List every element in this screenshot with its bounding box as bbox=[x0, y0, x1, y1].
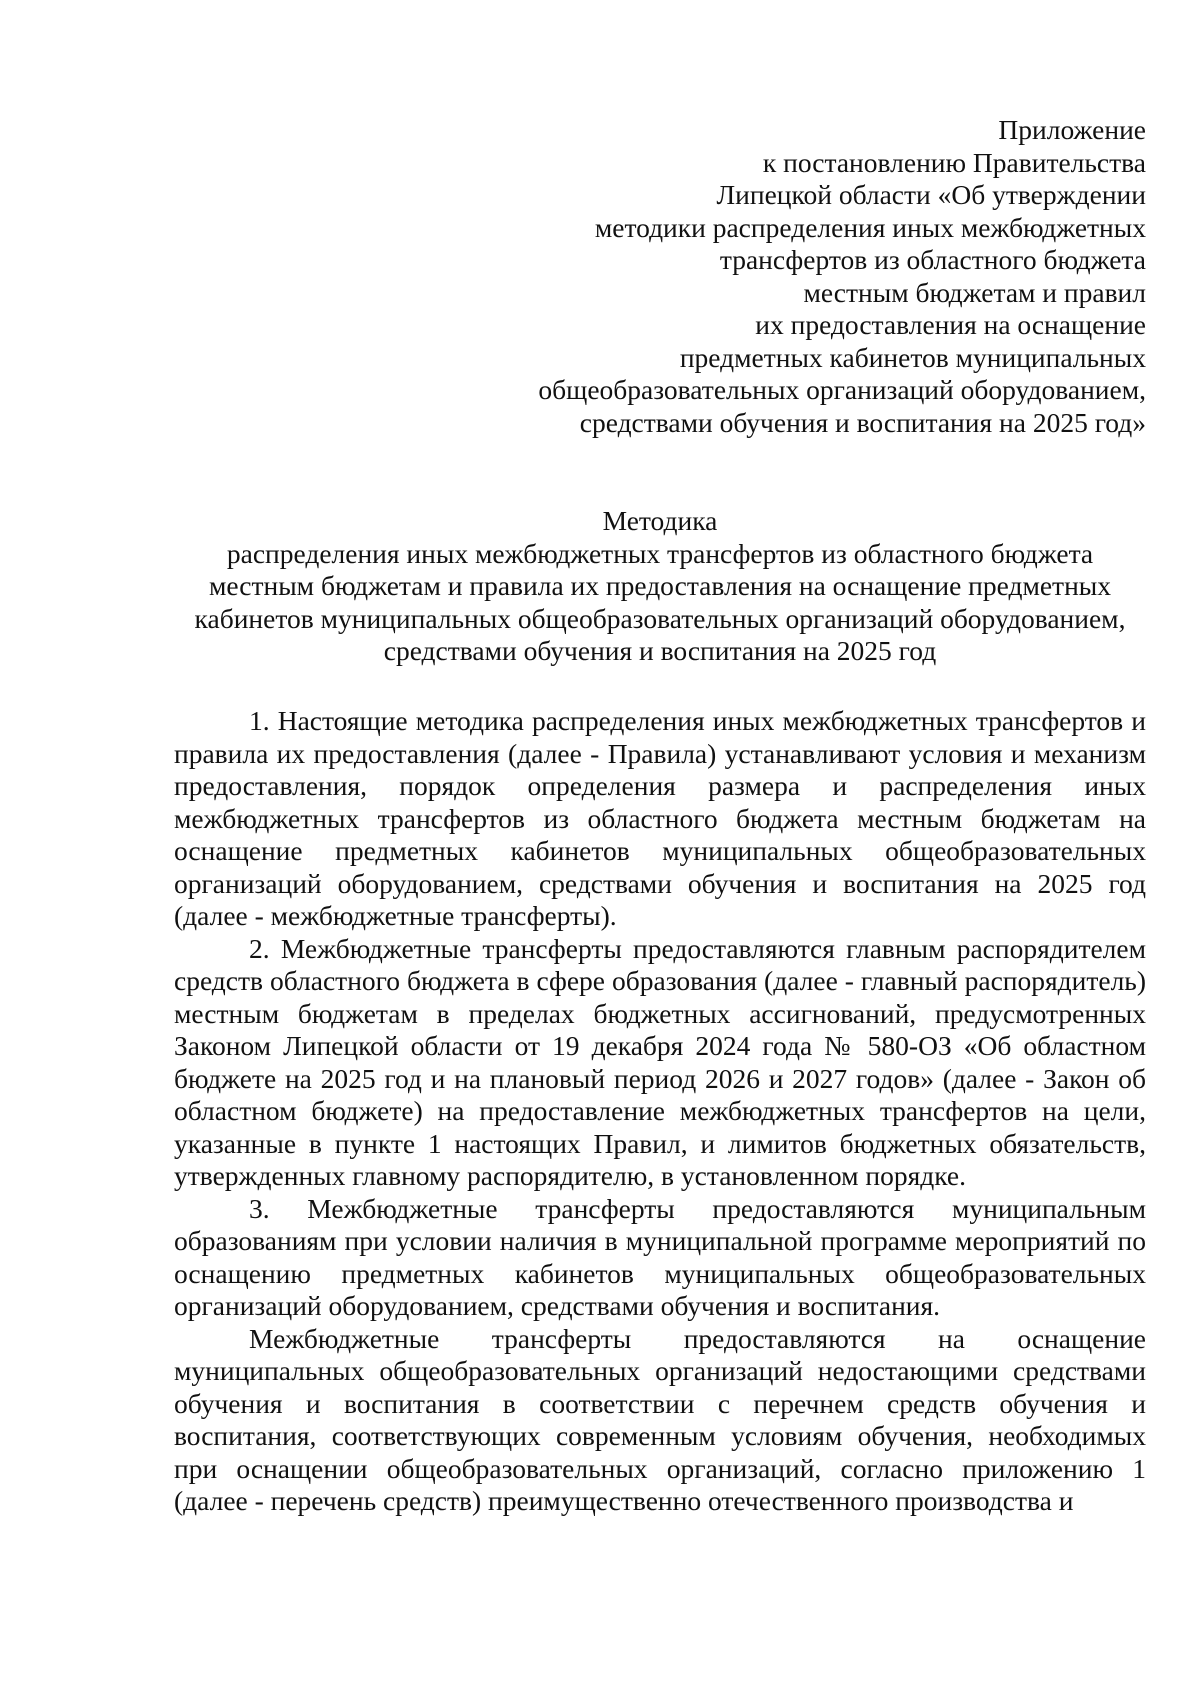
appendix-line: методики распределения иных межбюджетных bbox=[594, 211, 1146, 243]
appendix-header bbox=[506, 114, 1146, 439]
appendix-line: Приложение bbox=[998, 114, 1146, 145]
appendix-line: к постановлению Правительства bbox=[762, 146, 1146, 178]
title-line: кабинетов муниципальных общеобразовательных организаций оборудованием, bbox=[194, 602, 1126, 634]
title-line: местным бюджетам и правила их предоставления на оснащение предметных bbox=[208, 570, 1112, 601]
appendix-line: предметных кабинетов муниципальных bbox=[679, 341, 1146, 373]
paragraph-1: 1. Настоящие методика распределения иных межбюджетных трансфертов и правила их предоставления (далее - Правила) устанавливают условия и механизм предоставления, порядок определения размера и распределения иных межбюджетных трансфертов из областного бюджета местным бюджетам на оснащение предметных кабинетов муниципальных общеобразовательных организаций оборудованием, средствами обучения и воспитания на 2025 год (далее - межбюджетные трансферты). bbox=[174, 705, 1146, 931]
appendix-line: средствами обучения и воспитания на 2025 год» bbox=[579, 406, 1146, 438]
paragraph-2: 2. Межбюджетные трансферты предоставляются главным распорядителем средств областного бюджета в сфере образования (далее - главный распорядитель) местным бюджетам в пределах бюджетных ассигнований, предусмотренных Законом Липецкой области от 19 декабря 2024 года № 580-ОЗ «Об областном бюджете на 2025 год и на плановый период 2026 и 2027 годов» (далее - Закон об областном бюджете) на предоставление межбюджетных трансфертов на цели, указанные в пункте 1 настоящих Правил, и лимитов бюджетных обязательств, утвержденных главному распорядителю, в установленном порядке. bbox=[174, 932, 1146, 1191]
appendix-line: Липецкой области «Об утверждении bbox=[716, 179, 1146, 210]
title-line: распределения иных межбюджетных трансфертов из областного бюджета bbox=[226, 537, 1094, 569]
appendix-line: трансфертов из областного бюджета bbox=[719, 244, 1146, 275]
appendix-line: общеобразовательных организаций оборудованием, bbox=[538, 374, 1146, 405]
document-body bbox=[174, 705, 1146, 1518]
document-title bbox=[180, 505, 1140, 668]
paragraph-3-continued: Межбюджетные трансферты предоставляются на оснащение муниципальных общеобразовательных организаций недостающими средствами обучения и воспитания в соответствии с перечнем средств обучения и воспитания, соответствующих современным условиям обучения, необходимых при оснащении общеобразовательных организаций, согласно приложению 1 (далее - перечень средств) преимущественно отечественного производства и bbox=[174, 1322, 1146, 1516]
title-line: средствами обучения и воспитания на 2025 год bbox=[383, 635, 937, 666]
paragraph-3: 3. Межбюджетные трансферты предоставляются муниципальным образованиям при условии наличия в муниципальной программе мероприятий по оснащению предметных кабинетов муниципальных общеобразовательных организаций оборудованием, средствами обучения и воспитания. bbox=[174, 1192, 1146, 1321]
appendix-line: местным бюджетам и правил bbox=[803, 276, 1146, 308]
appendix-line: их предоставления на оснащение bbox=[755, 309, 1146, 340]
title-heading: Методика bbox=[602, 505, 718, 536]
